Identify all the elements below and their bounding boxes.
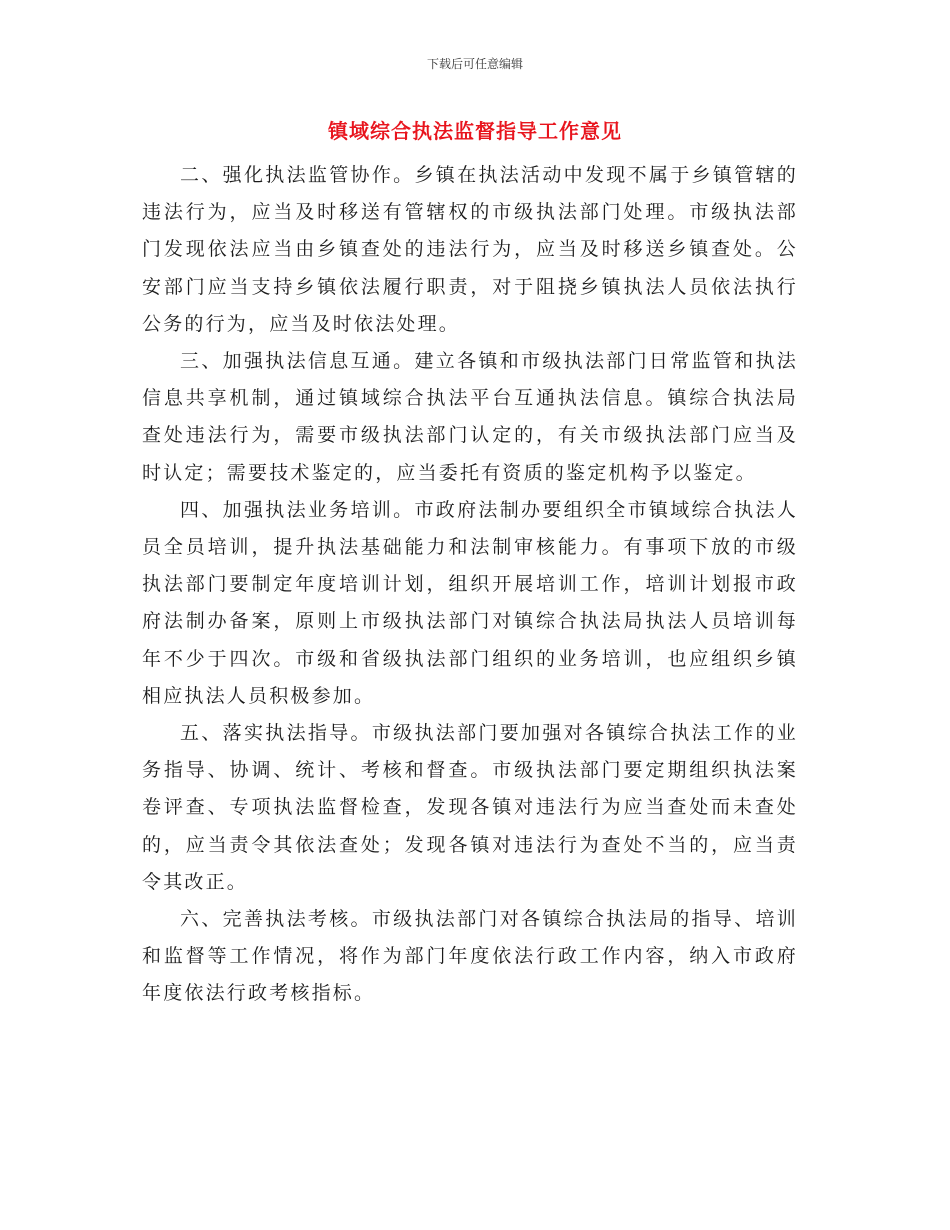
paragraph-3: 三、加强执法信息互通。建立各镇和市级执法部门日常监管和执法信息共享机制，通过镇域综合执法平台互通执法信息。镇综合执法局查处违法行为，需要市级执法部门认定的，有关市级执法部门应当及时认定；需要技术鉴定的，应当委托有资质的鉴定机构予以鉴定。 [142, 350, 798, 484]
header-note: 下载后可任意编辑 [426, 57, 523, 71]
paragraph-2: 二、强化执法监管协作。乡镇在执法活动中发现不属于乡镇管辖的违法行为，应当及时移送有管辖权的市级执法部门处理。市级执法部门发现依法应当由乡镇查处的违法行为，应当及时移送乡镇查处。公安部门应当支持乡镇依法履行职责，对于阻挠乡镇执法人员依法执行公务的行为，应当及时依法处理。 [142, 164, 798, 335]
document-title: 镇域综合执法监督指导工作意见 [328, 119, 622, 143]
document-body [142, 157, 798, 1013]
paragraph-4: 四、加强执法业务培训。市政府法制办要组织全市镇域综合执法人员全员培训，提升执法基础能力和法制审核能力。有事项下放的市级执法部门要制定年度培训计划，组织开展培训工作，培训计划报市政府法制办备案，原则上市级执法部门对镇综合执法局执法人员培训每年不少于四次。市级和省级执法部门组织的业务培训，也应组织乡镇相应执法人员积极参加。 [142, 498, 798, 707]
paragraph-6: 六、完善执法考核。市级执法部门对各镇综合执法局的指导、培训和监督等工作情况，将作为部门年度依法行政工作内容，纳入市政府年度依法行政考核指标。 [142, 908, 798, 1005]
paragraph-5: 五、落实执法指导。市级执法部门要加强对各镇综合执法工作的业务指导、协调、统计、考核和督查。市级执法部门要定期组织执法案卷评查、专项执法监督检查，发现各镇对违法行为应当查处而未查处的，应当责令其依法查处；发现各镇对违法行为查处不当的，应当责令其改正。 [142, 722, 798, 893]
